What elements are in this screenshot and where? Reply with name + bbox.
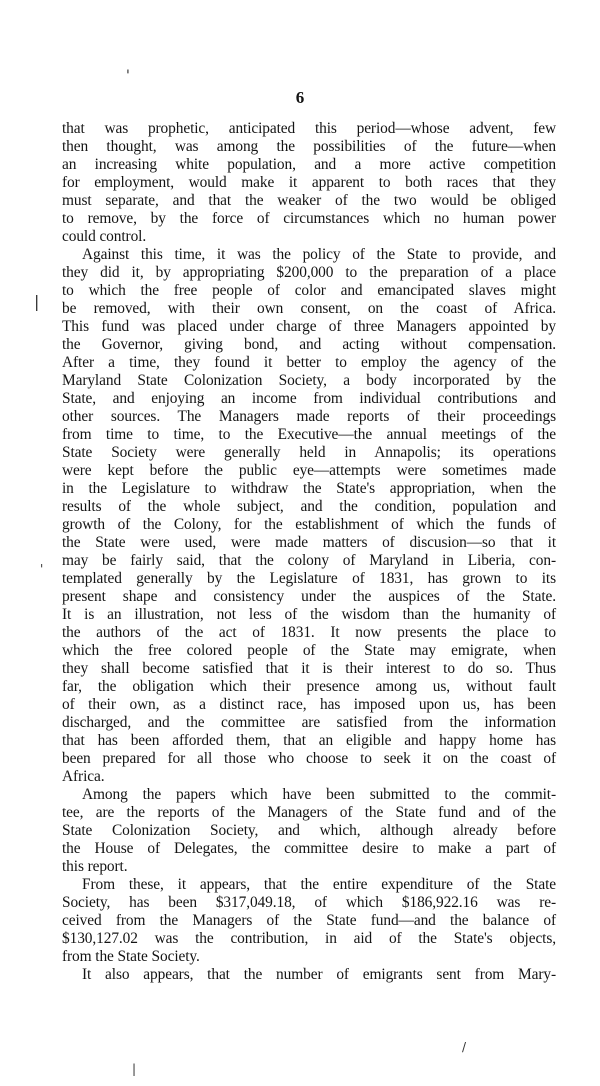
text-line: for employment, would make it apparent to both races that they [62, 174, 556, 191]
text-line: were kept before the public eye—attempts were sometimes made [62, 462, 556, 479]
text-line: ceived from the Managers of the State fund—and the balance of [62, 912, 556, 929]
text-line: may be fairly said, that the colony of Maryland in Liberia, con- [62, 552, 556, 569]
text-line: State, and enjoying an income from individual contributions and [62, 390, 556, 407]
text-line: From these, it appears, that the entire expenditure of the State [82, 876, 556, 893]
text-line: present shape and consistency under the auspices of the State. [62, 588, 556, 605]
text-line: templated generally by the Legislature of 1831, has grown to its [62, 570, 556, 587]
text-line: that was prophetic, anticipated this period—whose advent, few [62, 120, 556, 137]
page-number: 6 [295, 88, 305, 107]
text-line: the Governor, giving bond, and acting without compensation. [62, 336, 556, 353]
text-line: Society, has been $317,049.18, of which $186,922.16 was re- [62, 894, 556, 911]
stray-mark-bottom-left: | [132, 1062, 137, 1076]
text-line: State Society were generally held in Annapolis; its operations [62, 444, 556, 461]
margin-mark-left-lower: ' [40, 562, 44, 576]
stray-mark-bottom-right: / [462, 1040, 467, 1054]
text-line: tee, are the reports of the Managers of the State fund and of the [62, 804, 556, 821]
text-line: After a time, they found it better to employ the agency of the [62, 354, 556, 371]
text-line: in the Legislature to withdraw the State's appropriation, when the [62, 480, 556, 497]
text-line: discharged, and the committee are satisfied from the information [62, 714, 556, 731]
paragraph [62, 246, 556, 786]
text-line: be removed, with their own consent, on the coast of Africa. [62, 300, 556, 317]
text-line: It is an illustration, not less of the wisdom than the humanity of [62, 606, 556, 623]
text-line: It also appears, that the number of emigrants sent from Mary- [82, 966, 556, 983]
text-line: that has been afforded them, that an eligible and happy home has [62, 732, 556, 749]
text-line: other sources. The Managers made reports of their proceedings [62, 408, 556, 425]
paragraph [62, 966, 556, 984]
text-line: then thought, was among the possibilities of the future—when [62, 138, 556, 155]
text-line: to which the free people of color and emancipated slaves might [62, 282, 556, 299]
text-line: $130,127.02 was the contribution, in aid of the State's objects, [62, 930, 556, 947]
text-line: This fund was placed under charge of three Managers appointed by [62, 318, 556, 335]
text-line: been prepared for all those who choose to seek it on the coast of [62, 750, 556, 767]
text-line: they shall become satisfied that it is their interest to do so. Thus [62, 660, 556, 677]
body-text [62, 120, 556, 984]
text-line: Maryland State Colonization Society, a body incorporated by the [62, 372, 556, 389]
text-line: the State were used, were made matters of discusion—so that it [62, 534, 556, 551]
text-line: results of the whole subject, and the condition, population and [62, 498, 556, 515]
paragraph [62, 876, 556, 966]
text-line: from time to time, to the Executive—the annual meetings of the [62, 426, 556, 443]
text-line: of their own, as a distinct race, has imposed upon us, has been [62, 696, 556, 713]
text-line: could control. [62, 228, 147, 245]
text-line: this report. [62, 858, 128, 875]
text-line: Against this time, it was the policy of the State to provide, and [82, 246, 556, 263]
text-line: far, the obligation which their presence among us, without fault [62, 678, 556, 695]
text-line: must separate, and that the weaker of the two would be obliged [62, 192, 556, 209]
text-line: the House of Delegates, the committee desire to make a part of [62, 840, 556, 857]
text-line: Among the papers which have been submitted to the commit- [82, 786, 556, 803]
text-line: they did it, by appropriating $200,000 to the preparation of a place [62, 264, 556, 281]
text-line: an increasing white population, and a more active competition [62, 156, 556, 173]
paragraph [62, 786, 556, 876]
paragraph [62, 120, 556, 246]
text-line: to remove, by the force of circumstances which no human power [62, 210, 556, 227]
text-line: the authors of the act of 1831. It now presents the place to [62, 624, 556, 641]
text-line: State Colonization Society, and which, although already before [62, 822, 556, 839]
text-line: from the State Society. [62, 948, 200, 965]
stray-mark-top: ' [126, 68, 130, 84]
text-line: growth of the Colony, for the establishment of which the funds of [62, 516, 556, 533]
text-line: which the free colored people of the State may emigrate, when [62, 642, 556, 659]
text-line: Africa. [62, 768, 105, 785]
margin-mark-left: | [34, 292, 40, 311]
